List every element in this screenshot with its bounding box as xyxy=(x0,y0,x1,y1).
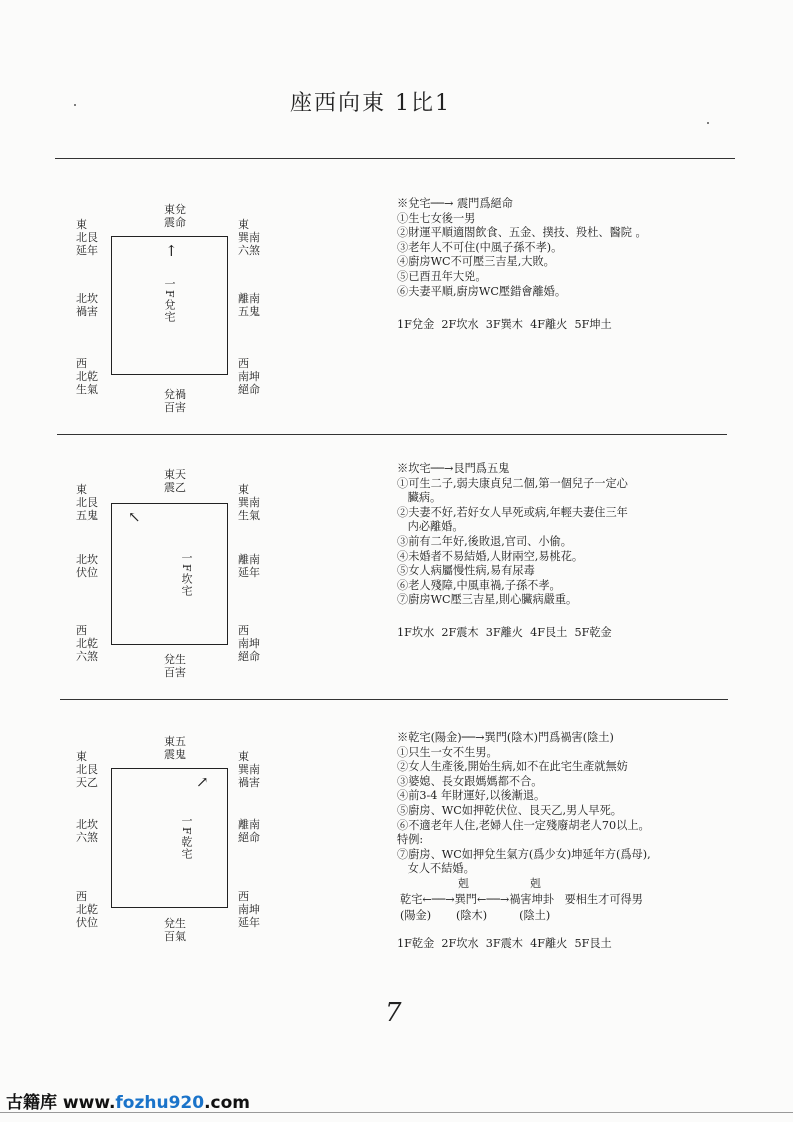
note-line: ③老年人不可住(中風子孫不孝)。 xyxy=(397,240,563,254)
label-left-mid: 北坎 伏位 xyxy=(76,553,98,579)
label-right-bot: 西 南坤 絕命 xyxy=(238,624,260,663)
note-line: ⑦廚房WC壓三吉星,則心臟病嚴重。 xyxy=(397,593,578,607)
note-line: ②財運平順適閤飲食、五金、撲技、羖杜、醫院 。 xyxy=(397,226,647,240)
label-left-bot: 西 北乾 生氣 xyxy=(76,357,98,396)
relation-row: 乾宅←──→巽門←──→禍害坤卦 要相生才可得男 xyxy=(400,893,643,906)
label-left-top: 東 北艮 五鬼 xyxy=(76,483,98,522)
note-line: ④未婚者不易結婚,人財兩空,易桃花。 xyxy=(397,549,584,563)
section-divider xyxy=(60,699,728,700)
label-right-top: 東 巽南 六煞 xyxy=(238,218,260,257)
label-right-mid: 離南 五鬼 xyxy=(238,292,260,318)
relation-subrow: (陽金) (陰木) (陰土) xyxy=(400,909,551,922)
note-line: ※兌宅──→ 震門爲絕命 xyxy=(397,197,513,210)
watermark-prefix: 古籍库 www. xyxy=(6,1093,116,1113)
floor-elements: 1F坎水 2F震木 3F離火 4F艮土 5F乾金 xyxy=(397,626,612,639)
label-right-mid: 離南 絕命 xyxy=(238,818,260,844)
note-line: ①可生二子,弱夫康貞兒二個,第一個兒子一定心 xyxy=(397,476,628,490)
note-line: ③婆媳、長女跟媽媽都不合。 xyxy=(397,774,543,788)
relation-mark-2: 剋 xyxy=(530,877,541,890)
house-center-label: 一F坎宅 xyxy=(180,552,193,597)
note-line: 特例: xyxy=(397,833,424,847)
label-top: 東兌 震命 xyxy=(164,203,186,229)
floor-elements: 1F兌金 2F坎水 3F巽木 4F離火 5F坤土 xyxy=(397,318,612,331)
house-diagram-box xyxy=(111,768,228,908)
label-right-mid: 離南 延年 xyxy=(238,553,260,579)
label-left-bot: 西 北乾 伏位 xyxy=(76,890,98,929)
label-top: 東五 震鬼 xyxy=(164,735,186,761)
watermark-suffix: .com xyxy=(204,1093,251,1113)
house-center-label: 一F乾宅 xyxy=(180,815,193,860)
watermark-accent: fozhu920 xyxy=(115,1093,205,1113)
section-divider xyxy=(57,434,727,435)
top-divider xyxy=(55,158,735,159)
note-line: ⑥夫妻平順,廚房WC壓錯會離婚。 xyxy=(397,284,567,298)
page-number: 7 xyxy=(385,998,402,1028)
label-left-bot: 西 北乾 六煞 xyxy=(76,624,98,663)
label-left-mid: 北坎 六煞 xyxy=(76,818,98,844)
floor-elements: 1F乾金 2F坎水 3F震木 4F離火 5F艮土 xyxy=(397,937,612,950)
direction-arrow: ↑ xyxy=(165,242,178,260)
label-bottom: 兌生 百害 xyxy=(164,653,186,679)
note-line: ⑤已酉丑年大兇。 xyxy=(397,269,487,283)
note-line: ①生七女後一男 xyxy=(397,211,476,225)
direction-arrow: ↖ xyxy=(128,508,141,526)
label-right-top: 東 巽南 生氣 xyxy=(238,483,260,522)
note-line: ⑥老人殘障,中風車禍,子孫不孝。 xyxy=(397,578,561,592)
note-line: 内必離婚。 xyxy=(397,520,464,534)
note-line: ⑤廚房、WC如押乾伏位、艮天乙,男人早死。 xyxy=(397,803,622,817)
notes-block xyxy=(397,731,651,877)
label-bottom: 兌禍 百害 xyxy=(164,388,186,414)
house-center-label: 一F兌宅 xyxy=(163,278,176,323)
note-line: ⑦廚房、WC如押兌生氣方(爲少女)坤延年方(爲母), xyxy=(397,847,651,861)
note-line: ※坎宅──→艮門爲五鬼 xyxy=(397,462,510,475)
site-watermark xyxy=(6,1088,250,1113)
notes-block xyxy=(397,197,647,299)
label-top: 東天 震乙 xyxy=(164,468,186,494)
label-left-top: 東 北艮 天乙 xyxy=(76,750,98,789)
note-line: 臟病。 xyxy=(397,491,442,505)
note-line: ①只生一女不生男。 xyxy=(397,745,498,759)
note-line: ③前有二年好,後敗退,官司、小偷。 xyxy=(397,534,572,548)
label-right-bot: 西 南坤 絕命 xyxy=(238,357,260,396)
note-line: ②夫妻不好,若好女人早死或病,年輕夫妻住三年 xyxy=(397,505,628,519)
label-bottom: 兌生 百氣 xyxy=(164,917,186,943)
note-line: ④前3-4 年財運好,以後漸退。 xyxy=(397,789,546,803)
page-title: 座西向東 1比1 xyxy=(290,91,451,116)
label-right-top: 東 巽南 禍害 xyxy=(238,750,260,789)
note-line: ⑥不適老年人住,老婦人住一定殘廢胡老人70以上。 xyxy=(397,818,650,832)
bottom-divider xyxy=(0,1112,793,1113)
notes-block xyxy=(397,462,628,608)
note-line: ②女人生產後,開始生病,如不在此宅生產就無妨 xyxy=(397,760,628,774)
relation-mark-1: 剋 xyxy=(458,877,469,890)
note-line: ④廚房WC不可壓三吉星,大敗。 xyxy=(397,255,555,269)
speck xyxy=(707,122,709,124)
label-left-top: 東 北艮 延年 xyxy=(76,218,98,257)
direction-arrow: ↗ xyxy=(196,773,209,791)
label-right-bot: 西 南坤 延年 xyxy=(238,890,260,929)
speck xyxy=(74,104,76,106)
label-left-mid: 北坎 禍害 xyxy=(76,292,98,318)
note-line: ⑤女人病屬慢性病,易有尿毒 xyxy=(397,564,535,578)
note-line: 女人不結婚。 xyxy=(397,862,475,876)
note-line: ※乾宅(陽金)──→巽門(陰木)門爲禍害(陰土) xyxy=(397,731,614,744)
